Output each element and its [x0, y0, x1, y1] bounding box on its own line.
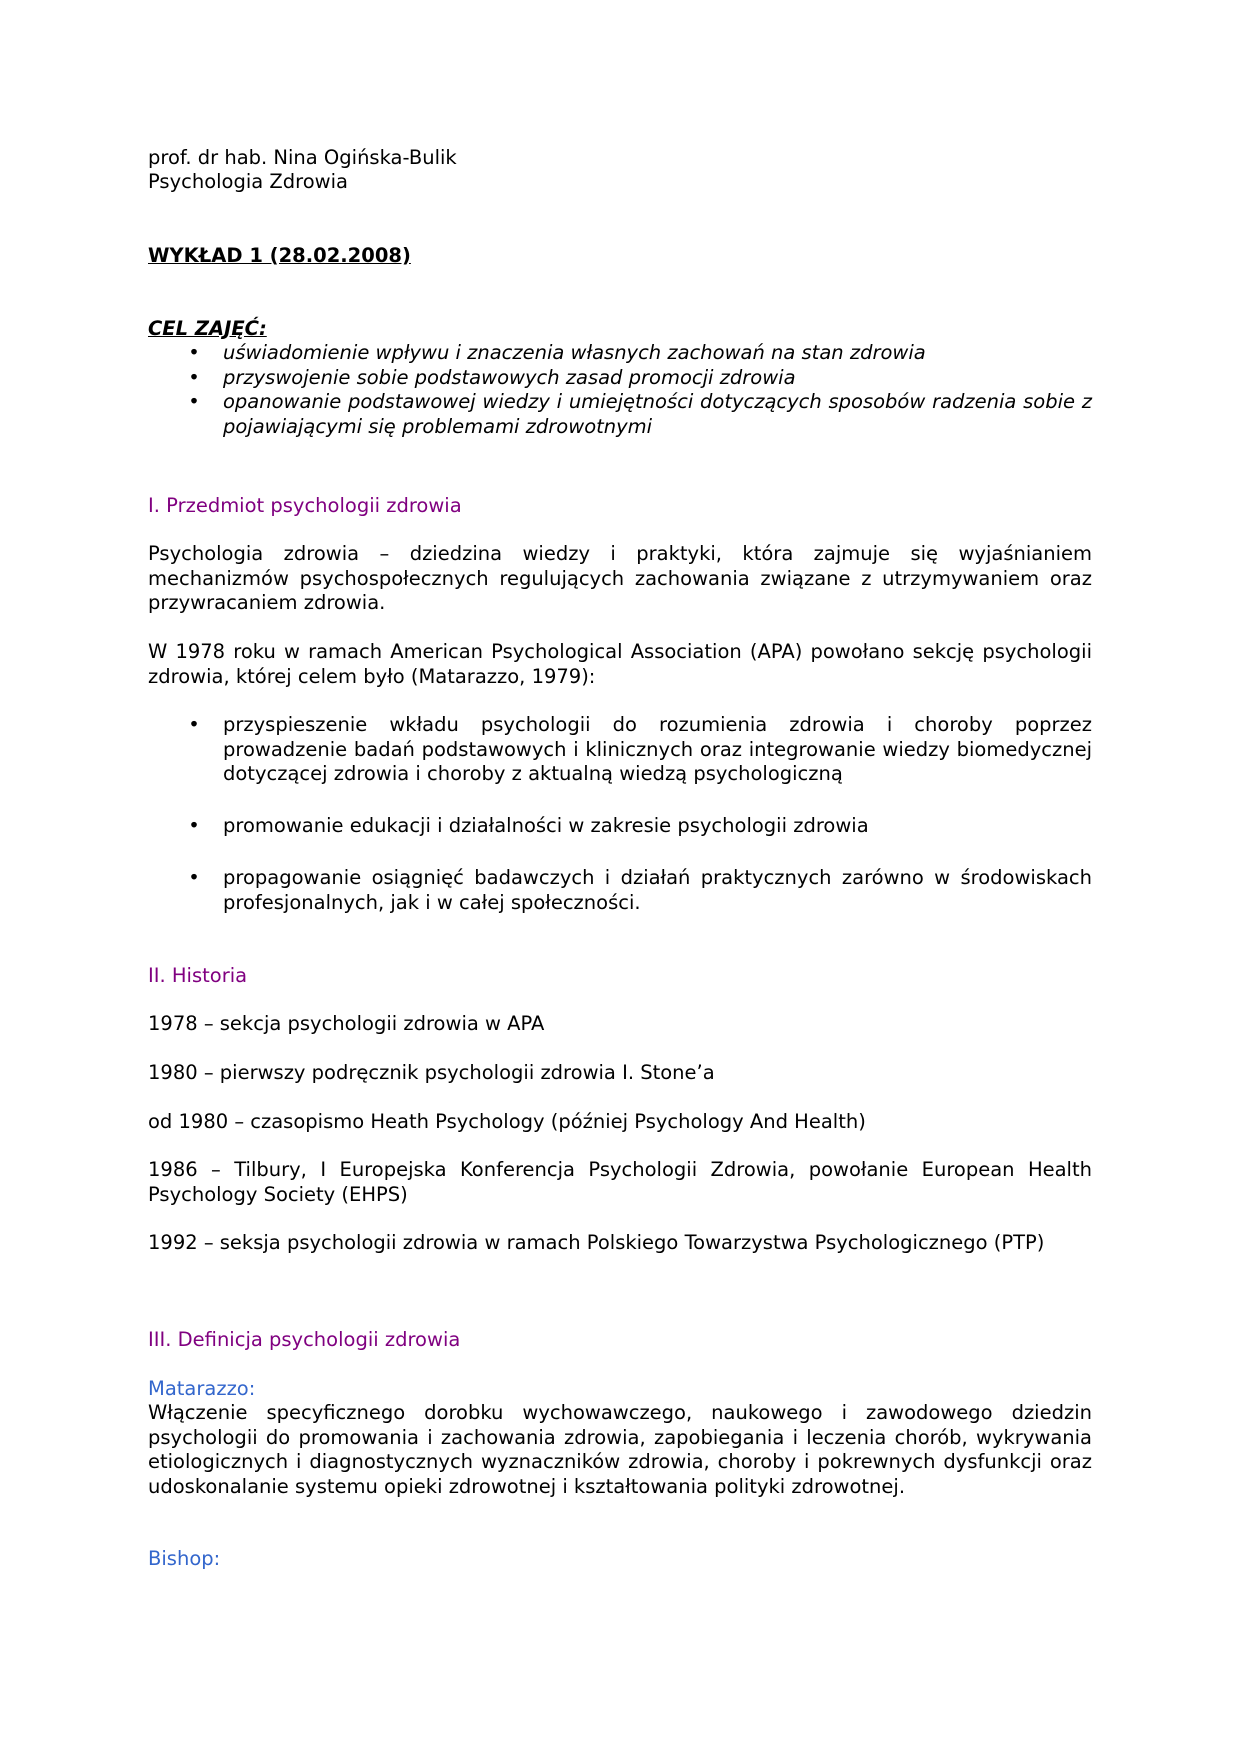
- section1-heading: I. Przedmiot psychologii zdrowia: [148, 494, 462, 517]
- section2-heading: II. Historia: [148, 964, 248, 987]
- history-entry: 1986 – Tilbury, I Europejska Konferencja Psychologii Zdrowia, powołanie European Health Psychology Society (EHPS): [148, 1158, 1092, 1206]
- goals-heading: [148, 317, 1092, 342]
- matarazzo-definition: Włączenie specyficznego dorobku wychowawczego, naukowego i zawodowego dziedzin psychologii do promowania i zachowania zdrowia, zapobiegania i leczenia chorób, wykrywania etiologicznych i diagnostycznych wyznaczników zdrowia, choroby i pokrewnych dysfunkcji oraz udoskonalanie systemu opieki zdrowotnej i kształtowania polityki zdrowotnej.: [148, 1401, 1092, 1498]
- apa-goal-text: przyspieszenie wkładu psychologii do rozumienia zdrowia i choroby poprzez prowadzenie badań podstawowych i klinicznych oraz integrowanie wiedzy biomedycznej dotyczącej zdrowia i choroby z aktualną wiedzą psychologiczną: [223, 713, 1092, 785]
- goal-text: przyswojenie sobie podstawowych zasad promocji zdrowia: [223, 365, 796, 389]
- goals-heading-text: CEL ZAJĘĆ:: [148, 317, 267, 340]
- section1-apa-intro: W 1978 roku w ramach American Psychological Association (APA) powołano sekcję psychologii zdrowia, której celem było (Matarazzo, 1979):: [148, 640, 1092, 688]
- history-entry: 1978 – sekcja psychologii zdrowia w APA: [148, 1012, 545, 1035]
- goal-item: [148, 366, 1092, 391]
- course-line: Psychologia Zdrowia: [148, 170, 348, 193]
- section3-heading: III. Definicja psychologii zdrowia: [148, 1328, 461, 1351]
- lecture-title: [148, 244, 1092, 269]
- history-entry: 1980 – pierwszy podręcznik psychologii zdrowia I. Stone’a: [148, 1061, 715, 1084]
- apa-goal-item: [148, 713, 1092, 787]
- goals-list: [148, 341, 1092, 439]
- goal-item: [148, 341, 1092, 366]
- goal-text: uświadomienie wpływu i znaczenia własnych zachowań na stan zdrowia: [223, 341, 926, 364]
- bishop-label: Bishop:: [148, 1547, 221, 1570]
- section1-definition: Psychologia zdrowia – dziedzina wiedzy i praktyki, która zajmuje się wyjaśnianiem mechanizmów psychospołecznych regulujących zachowania związane z utrzymywaniem oraz przywracaniem zdrowia.: [148, 542, 1092, 614]
- history-entry: od 1980 – czasopismo Heath Psychology (później Psychology And Health): [148, 1110, 866, 1133]
- apa-goals-list: [148, 713, 1092, 787]
- matarazzo-label: Matarazzo:: [148, 1377, 256, 1400]
- bullet-icon: •: [188, 365, 200, 389]
- bullet-icon: •: [188, 341, 200, 364]
- apa-goal-item: [148, 814, 1092, 839]
- apa-goals-list: [148, 866, 1092, 915]
- lecture-title-text: WYKŁAD 1 (28.02.2008): [148, 244, 411, 267]
- author-line: prof. dr hab. Nina Ogińska-Bulik: [148, 146, 457, 169]
- bullet-icon: •: [188, 713, 200, 736]
- apa-goal-text: propagowanie osiągnięć badawczych i działań praktycznych zarówno w środowiskach profesjonalnych, jak i w całej społeczności.: [223, 866, 1092, 914]
- apa-goal-text: promowanie edukacji i działalności w zakresie psychologii zdrowia: [223, 814, 869, 837]
- bullet-icon: •: [188, 866, 200, 889]
- goal-item: [148, 390, 1092, 439]
- bullet-icon: •: [188, 390, 200, 413]
- apa-goal-item: [148, 866, 1092, 915]
- apa-goals-list: [148, 814, 1092, 839]
- goal-text: opanowanie podstawowej wiedzy i umiejętności dotyczących sposobów radzenia sobie z pojawiającymi się problemami zdrowotnymi: [223, 390, 1092, 438]
- bullet-icon: •: [188, 814, 200, 837]
- history-entry: 1992 – seksja psychologii zdrowia w ramach Polskiego Towarzystwa Psychologicznego (PTP): [148, 1231, 1045, 1254]
